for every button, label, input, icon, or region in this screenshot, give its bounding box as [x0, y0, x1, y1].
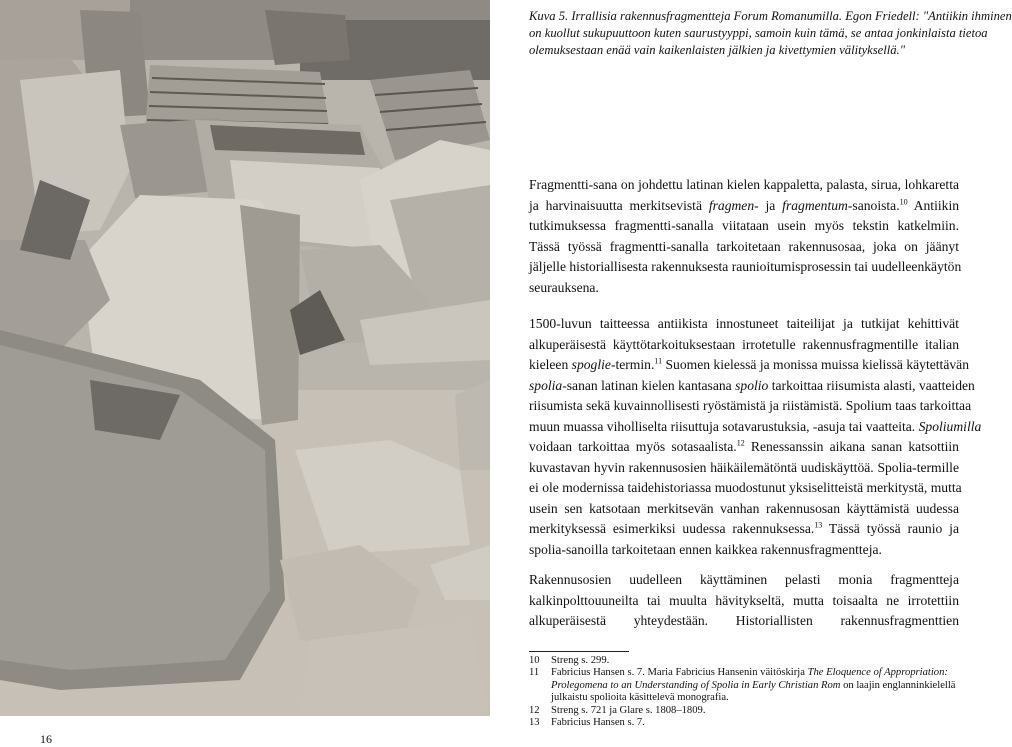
text-line: 1500-luvun taitteessa antiikista innostuneet taiteilijat ja tutkijat kehittivät	[529, 316, 959, 331]
text-line: seurauksena.	[529, 279, 599, 295]
footnote-ref: 10	[899, 196, 908, 206]
footnotes	[529, 655, 959, 729]
caption-line: Kuva 5. Irrallisia rakennusfragmentteja Forum Romanumilla. Egon Friedell: "Antiikin ihminen	[529, 9, 1012, 23]
footnote-11-cont: Prolegomena to an Understanding of Spolia in Early Christian Rom on laajin englanninkielellä	[551, 679, 956, 691]
text-line: riisumista sekä kuvainnollisesti ryöstämistä ja riistämistä. Spolium taas tarkoittaa	[529, 398, 972, 413]
text-line: ja harvinaisuutta merkitsevistä fragmen- ja fragmentum-sanoista.$^{10}$ Antiikin	[529, 196, 960, 213]
ruins-photograph	[0, 0, 490, 716]
footnote-ref: 11	[654, 356, 663, 366]
paragraph-fragmentti	[529, 175, 962, 298]
text-line: Tässä työssä fragmentti-sanalla tarkoitetaan rakennusosaa, joka on jäänyt	[529, 238, 959, 254]
text-line: voidaan tarkoittaa myös sotasaalista.$^{12}$ Renessanssin aikana sanan katsottiin	[529, 438, 959, 454]
footnote-ref: 13	[814, 520, 823, 530]
footnote-ref: 12	[736, 438, 745, 448]
text-line: Rakennusosien uudelleen käyttäminen pelasti monia fragmentteja	[529, 572, 959, 587]
text-line: spolia-sanoilla tarkoitetaan ennen kaikkea rakennusfragmentteja.	[529, 541, 882, 557]
caption-line: on kuollut sukupuuttoon kuten saurustyyppi, samoin kuin tämä, se antaa jonkinlaista tietoa	[529, 26, 988, 41]
text-line: alkuperäisestä käyttötarkoituksestaan irrotetulle rakennusfragmentille italian	[529, 336, 959, 352]
text-line: kieleen spoglie-termin.$^{11}$ Suomen kielessä ja monissa muissa kielissä käytettävän	[529, 356, 969, 372]
footnote-divider	[529, 651, 629, 652]
text-line: spolia-sanan latinan kielen kantasana spolio tarkoittaa riisumista alasti, vaatteiden	[529, 377, 975, 393]
text-line: tutkimuksessa fragmentti-sanalla viitataan usein myös tekstin katkelmiin.	[529, 218, 959, 233]
text-line: merkityksessä esimerkiksi uudessa rakennuksessa.$^{13}$ Tässä työssä raunio ja	[529, 520, 959, 536]
text-line: usein sen katsotaan merkitsevän vanhan rakennusosan käyttämistä uudessa	[529, 500, 959, 516]
text-line: jäljelle historiallisesta rakennuksesta raunioitumisprosessin tai uudelleenkäytön	[529, 259, 962, 274]
footnote-12: 12 Streng s. 721 ja Glare s. 1808–1809.	[529, 704, 706, 716]
footnote-13: 13 Fabricius Hansen s. 7.	[529, 717, 645, 729]
text-line: ei ole modernissa taidehistoriassa muodostunut yksiselitteistä merkitystä, mutta	[529, 480, 962, 495]
text-line: Fragmentti-sana on johdettu latinan kielen kappaletta, palasta, sirua, lohkaretta	[529, 177, 959, 192]
text-line: alkuperäisestä yhteydestään. Historiallisten rakennusfragmenttien	[529, 613, 959, 628]
footnote-10: 10 Streng s. 299.	[529, 655, 610, 666]
text-line: muun muassa viholliselta riisuttuja sotavarustuksia, -asuja tai vaatteita. Spoliumilla	[529, 418, 982, 434]
paragraph-rakennusosien	[529, 570, 959, 632]
paragraph-spolia	[529, 314, 982, 560]
figure-caption	[529, 8, 1012, 60]
caption-line: olemuksestaan enää vain kaikenlaisten jälkien ja kivettymien välityksellä."	[529, 43, 905, 58]
footnote-11: 11 Fabricius Hansen s. 7. Maria Fabricius Hansenin väitöskirja The Eloquence of Appropriation:	[529, 667, 948, 679]
footnote-11-cont: julkaistu spolioita käsittelevä monografia.	[551, 692, 729, 704]
page-number: 16	[40, 732, 52, 746]
text-line: kuvastavan hyvin rakennusosien häikäilemätöntä uudiskäyttöä. Spolia-termille	[529, 459, 959, 475]
text-line: kalkinpolttouuneilta tai muulta hävitykseltä, mutta toisaalta ne irrotettiin	[529, 592, 959, 608]
